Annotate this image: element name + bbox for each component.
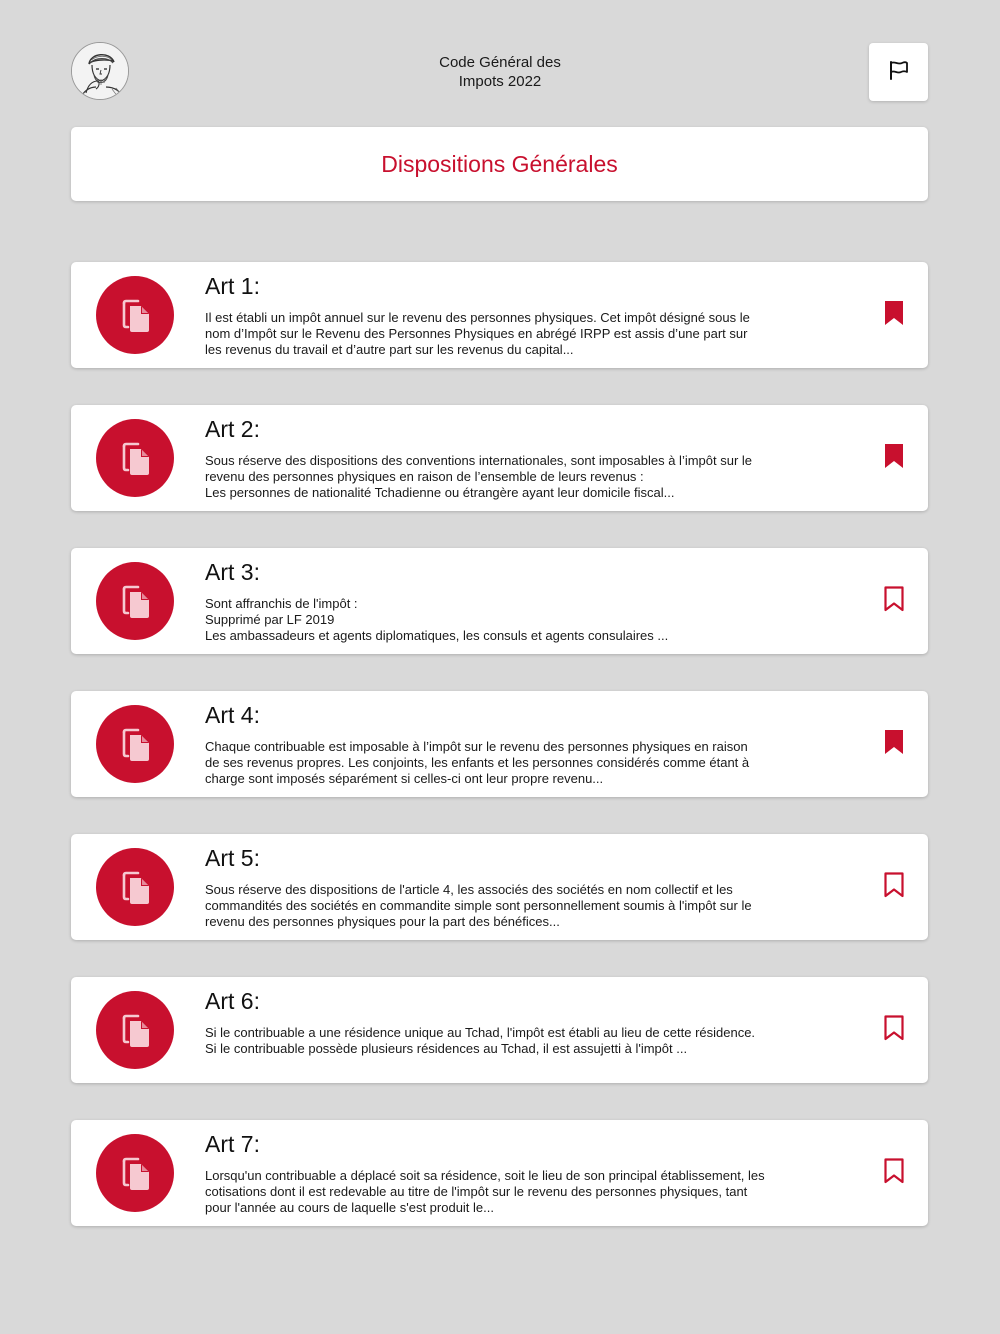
bookmark-button[interactable] [881, 301, 907, 329]
article-card-2[interactable] [71, 405, 928, 511]
article-card-1[interactable] [71, 262, 928, 368]
document-copy-icon [96, 419, 174, 497]
document-copy-icon [96, 848, 174, 926]
article-card-4[interactable] [71, 691, 928, 797]
section-title: Dispositions Générales [381, 150, 618, 177]
article-title: Art 6: [205, 988, 260, 1014]
bookmark-button[interactable] [881, 1159, 907, 1187]
article-excerpt: Lorsqu'un contribuable a déplacé soit sa résidence, soit le lieu de son principal établissement, les cotisations dont il est redevable au titre de l'impôt sur le revenu des personnes physiques, tant pour l'année au cours de laquelle s'est produit le... [205, 1168, 765, 1215]
bookmark-button[interactable] [881, 730, 907, 758]
article-excerpt: Sous réserve des dispositions de l'article 4, les associés des sociétés en nom collectif et les commandités des sociétés en commandite simple sont personnellement soumis à l'impôt sur le revenu des personnes physiques pour la part des bénéfices... [205, 882, 752, 929]
article-excerpt: Sont affranchis de l'impôt : Supprimé par LF 2019 Les ambassadeurs et agents diplomatiques, les consuls et agents consulaires ... [205, 596, 669, 643]
document-copy-icon [96, 1134, 174, 1212]
document-copy-icon [96, 705, 174, 783]
article-title: Art 5: [205, 845, 260, 871]
portrait-sketch-icon [71, 42, 129, 100]
article-list [71, 262, 928, 1263]
section-header-card [71, 127, 928, 201]
app-header [0, 0, 1000, 120]
bookmark-filled-icon [883, 729, 905, 760]
article-excerpt: Si le contribuable a une résidence unique au Tchad, l'impôt est établi au lieu de cette résidence. Si le contribuable possède plusieurs résidences au Tchad, il est assujetti à l'impôt ... [205, 1025, 756, 1056]
article-excerpt: Il est établi un impôt annuel sur le revenu des personnes physiques. Cet impôt désigné sous le nom d’Impôt sur le Revenu des Personnes Physiques en abrégé IRPP est assis d’une part sur les revenus du travail et d’autre part sur les revenus du capital... [205, 310, 750, 357]
bookmark-button[interactable] [881, 873, 907, 901]
flag-icon [888, 59, 910, 86]
bookmark-button[interactable] [881, 587, 907, 615]
article-title: Art 3: [205, 559, 260, 585]
bookmark-outline-icon [883, 586, 905, 617]
app-title: Code Général des Impots 2022 [439, 54, 561, 90]
bookmark-button[interactable] [881, 1016, 907, 1044]
article-excerpt: Chaque contribuable est imposable à l’impôt sur le revenu des personnes physiques en raison de ses revenus propres. Les conjoints, les enfants et les personnes considérés comme étant à charge sont imposés séparément si celles-ci ont leur propre revenu... [205, 739, 750, 786]
document-copy-icon [96, 562, 174, 640]
bookmark-filled-icon [883, 443, 905, 474]
article-title: Art 2: [205, 416, 260, 442]
bookmark-filled-icon [883, 300, 905, 331]
article-title: Art 7: [205, 1131, 260, 1157]
article-card-7[interactable] [71, 1120, 928, 1226]
article-card-3[interactable] [71, 548, 928, 654]
bookmark-outline-icon [883, 1158, 905, 1189]
article-title: Art 1: [205, 273, 260, 299]
document-copy-icon [96, 991, 174, 1069]
article-card-6[interactable] [71, 977, 928, 1083]
article-excerpt: Sous réserve des dispositions des conventions internationales, sont imposables à l’impôt sur le revenu des personnes physiques en raison de l’ensemble de leurs revenus : Les personnes de nationalité Tchadienne ou étrangère ayant leur domicile fiscal... [205, 453, 753, 500]
bookmark-outline-icon [883, 872, 905, 903]
bookmark-button[interactable] [881, 444, 907, 472]
flag-button[interactable] [869, 43, 928, 101]
document-copy-icon [96, 276, 174, 354]
bookmark-outline-icon [883, 1015, 905, 1046]
article-card-5[interactable] [71, 834, 928, 940]
article-title: Art 4: [205, 702, 260, 728]
